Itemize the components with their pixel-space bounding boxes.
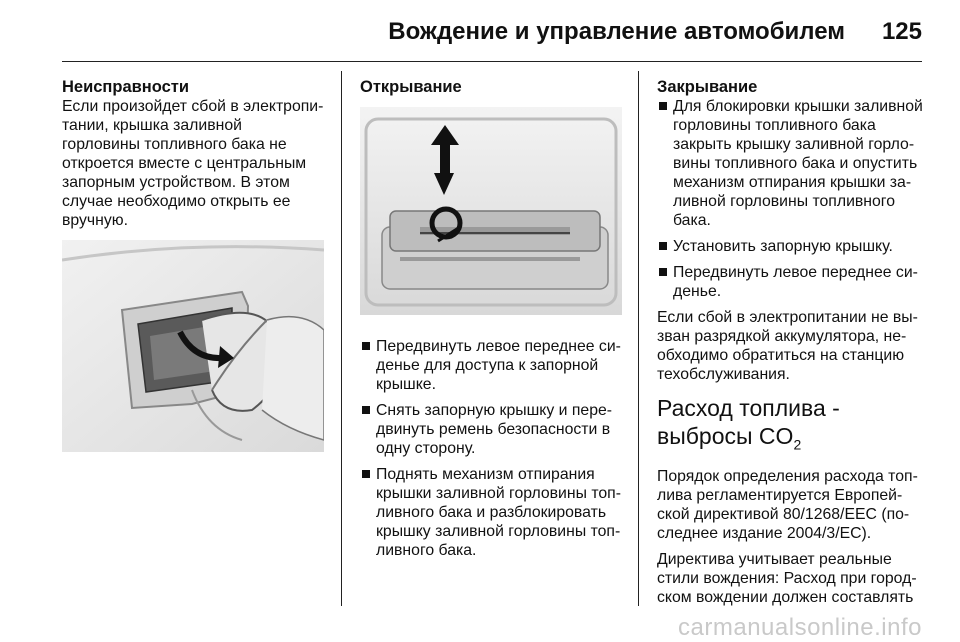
section-title-subscript: 2 — [793, 436, 802, 453]
manual-fuel-door-illustration — [62, 240, 324, 452]
section-heading-closing: Закрывание — [657, 78, 758, 96]
closing-step-2: Установить запорную крышку. — [657, 237, 923, 256]
section-title-line-2: выбросы CO — [657, 423, 794, 449]
closing-step-1: Для блокировки крышки заливной горловины топливного бака закрыть крышку заливной горловины топливного бака и опустить механизм отпирания крышки заливной горловины топливного бака. — [657, 97, 923, 230]
section-title-fuel-consumption — [657, 394, 923, 459]
column-3 — [657, 78, 923, 614]
section-heading-malfunction: Неисправности — [62, 78, 190, 96]
opening-step-2: Снять запорную крышку и передвинуть ремень безопасности в одну сторону. — [360, 401, 622, 458]
section-heading-opening: Открывание — [360, 78, 462, 96]
page-number: 125 — [881, 18, 922, 45]
driving-styles-paragraph: Директива учитывает реальные стили вождения: Расход при городском вождении должен составлять — [657, 550, 917, 606]
closing-steps-list — [657, 97, 923, 301]
directive-paragraph: Порядок определения расхода топлива регламентируется Европейской директивой 80/1268/EEC (последнее издание 2004/3/EC). — [657, 467, 918, 542]
malfunction-paragraph: Если произойдет сбой в электропитании, крышка заливной горловины топливного бака не откроется вместе с центральным запорным устройством. В этом случае необходимо открыть ее вручную. — [62, 98, 324, 229]
service-paragraph: Если сбой в электропитании не вызван разрядкой аккумулятора, необходимо обратиться на станцию техобслуживания. — [657, 309, 918, 383]
watermark: carmanualsonline.info — [678, 614, 922, 641]
header-divider — [62, 61, 922, 62]
column-1 — [62, 78, 324, 452]
column-divider-1 — [341, 71, 342, 606]
section-title-line-1: Расход топлива - — [657, 395, 840, 421]
opening-step-1: Передвинуть левое переднее сиденье для доступа к запорной крышке. — [360, 337, 622, 394]
column-divider-2 — [638, 71, 639, 606]
fuel-door-release-illustration — [360, 107, 622, 315]
opening-step-3: Поднять механизм отпирания крышки заливной горловины топливного бака и разблокировать крышку заливной горловины топливного бака. — [360, 465, 622, 560]
closing-step-3: Передвинуть левое переднее сиденье. — [657, 263, 923, 301]
column-2 — [360, 78, 622, 567]
page-header-title: Вождение и управление автомобилем — [388, 18, 845, 45]
opening-steps-list — [360, 337, 622, 560]
